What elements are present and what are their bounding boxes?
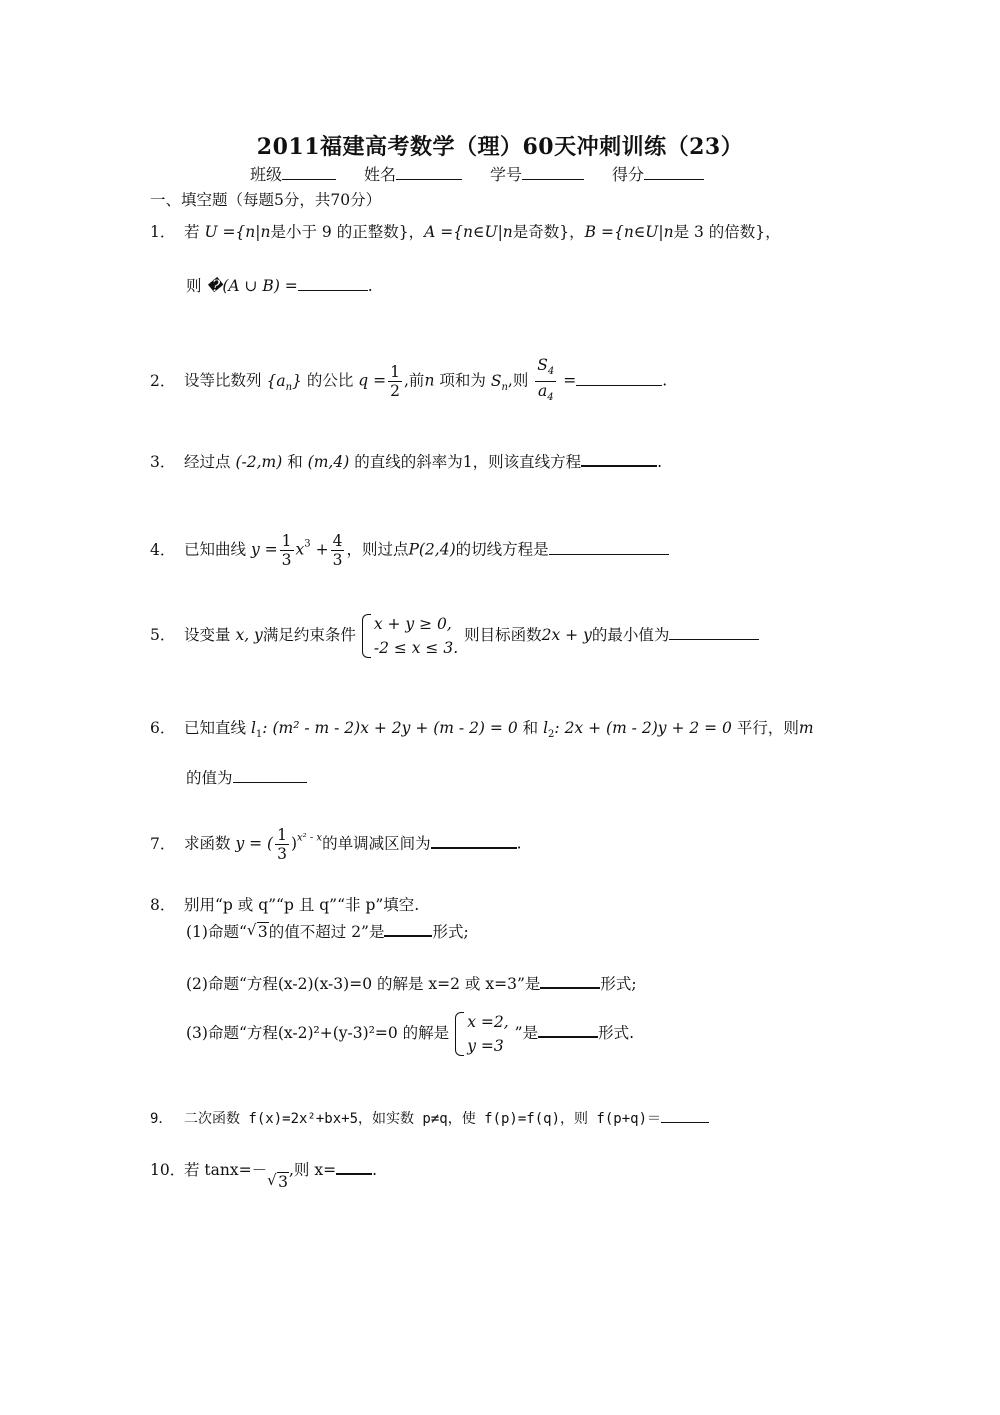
question-number: 5． (150, 626, 176, 644)
q1-text-4: 是奇数 (512, 223, 560, 241)
q10-sqrt (267, 1173, 289, 1191)
q8-solution-system (455, 1010, 508, 1058)
q8-part3-text: (3)命题“方程(x-2)²+(y-3)²=0 的解是 (186, 1024, 450, 1042)
q1-expression: �(A ∪ B) = (206, 277, 298, 295)
q5-variables: x, y (235, 626, 263, 644)
fraction-denominator: 3 (281, 551, 292, 569)
q2-seq-end: } (292, 371, 302, 390)
question-number: 8． (150, 896, 176, 914)
sqrt-icon: √ (267, 1171, 277, 1189)
q5-constraints (362, 612, 458, 660)
question-3 (150, 450, 662, 472)
student-info-row (250, 162, 704, 185)
q8-part2-text-2: 形式; (600, 975, 637, 993)
score-label: 得分 (612, 165, 645, 184)
fraction-denominator: 3 (277, 845, 287, 863)
score-field[interactable] (612, 162, 704, 185)
q6-line2-text: 的值为 (186, 769, 233, 787)
q1-line2-text: 则 (186, 277, 202, 295)
q3-text: 经过点 (184, 453, 231, 471)
q4-x-sup: 3 (304, 538, 311, 550)
q1-text-5: }， (559, 223, 585, 241)
answer-blank[interactable] (431, 833, 517, 849)
q6-text-2: 和 (522, 719, 539, 737)
q2-ratio-fraction (388, 363, 402, 400)
question-9 (150, 1108, 709, 1128)
q3-text-3: 的直线的斜率为1，则该直线方程 (354, 453, 582, 471)
q2-seq-sub: n (285, 381, 293, 393)
q6-text-3: 平行，则 (736, 719, 799, 737)
q2-n: n (424, 371, 435, 390)
question-number: 4． (150, 540, 176, 559)
question-number: 10． (150, 1161, 186, 1179)
question-1 (150, 220, 781, 242)
answer-blank[interactable] (233, 768, 307, 783)
q6-line-1: l (250, 719, 256, 737)
q2-text-3: ,前 (404, 371, 425, 390)
answer-blank[interactable] (384, 921, 432, 937)
sqrt-icon: √ (246, 921, 257, 939)
q1-end: . (367, 277, 373, 295)
q8-part3-text-3: 形式. (598, 1024, 635, 1042)
brace-icon (455, 1012, 464, 1056)
q3-point-1: (-2,m) (235, 453, 283, 471)
fraction-numerator: 1 (277, 826, 287, 844)
question-4 (150, 532, 669, 569)
q2-s: S (490, 371, 502, 390)
q5-text-2: 满足约束条件 (262, 626, 356, 644)
q2-rnum-sub: 4 (547, 366, 555, 377)
q7-y: y = ( (235, 834, 274, 853)
q10-text-2: ,则 x= (288, 1161, 337, 1179)
q1-text-6: 是 3 的倍数 (673, 223, 756, 241)
q8-part2-text: (2)命题“方程(x-2)(x-3)=0 的解是 x=2 或 x=3”是 (186, 975, 541, 993)
q3-point-2: (m,4) (307, 453, 350, 471)
page-title: 2011福建高考数学（理）60天冲刺训练（23） (256, 134, 744, 160)
q4-plus: + (315, 540, 329, 559)
q2-sum (490, 371, 508, 393)
question-8 (150, 893, 419, 915)
q1-text: 若 (184, 223, 200, 241)
answer-blank[interactable] (298, 276, 368, 291)
class-label: 班级 (250, 165, 283, 184)
question-number: 6． (150, 719, 176, 737)
score-blank[interactable] (644, 163, 704, 180)
answer-blank[interactable] (549, 540, 669, 555)
question-number: 7． (150, 834, 176, 853)
q10-sqrt-value: 3 (278, 1173, 288, 1191)
q2-ratio-s4-a4 (535, 356, 556, 407)
q1-set-b: B ={n∈U|n (584, 223, 674, 241)
q6-equation-1: : (m² - m - 2)x + 2y + (m - 2) = 0 (262, 719, 518, 737)
student-id-field[interactable] (490, 162, 584, 185)
answer-blank[interactable] (540, 973, 600, 989)
q2-rnum: S (537, 356, 548, 374)
brace-icon (362, 614, 371, 658)
q1-text-3: }， (398, 223, 425, 241)
answer-blank[interactable] (669, 625, 759, 640)
answer-blank[interactable] (581, 451, 657, 467)
fraction-denominator: 3 (332, 551, 343, 569)
student-id-blank[interactable] (522, 163, 584, 180)
q6-m: m (798, 719, 814, 737)
question-5 (150, 612, 759, 660)
question-number: 2． (150, 371, 176, 390)
question-8-part-2 (186, 972, 637, 994)
q1-set-u: U ={n|n (204, 223, 271, 241)
name-label: 姓名 (364, 165, 397, 184)
q2-rden-sub: 4 (547, 392, 554, 403)
q5-constraint-1: x + y ≥ 0, (373, 615, 452, 633)
q6-equation-2: : 2x + (m - 2)y + 2 = 0 (554, 719, 732, 737)
q2-eq: = (563, 371, 577, 390)
q5-text: 设变量 (184, 626, 231, 644)
name-blank[interactable] (396, 163, 462, 180)
name-field[interactable] (364, 162, 462, 185)
q4-point: P(2,4) (408, 540, 456, 559)
fraction-numerator: 4 (332, 532, 343, 550)
q2-s-sub: n (501, 381, 508, 393)
question-number: 1． (150, 223, 176, 241)
q4-fraction-2 (331, 532, 345, 569)
q4-fraction-1 (280, 532, 294, 569)
answer-blank[interactable] (576, 371, 662, 386)
q8-part1-text: (1)命题“ (186, 923, 247, 941)
fraction-denominator (535, 382, 556, 407)
q9-text: 二次函数 f(x)=2x²+bx+5，如实数 p≠q，使 f(p)=f(q)，则 f(p+q)＝ (184, 1111, 662, 1127)
q8-solution-x: x =2, (467, 1013, 509, 1031)
answer-blank[interactable] (538, 1022, 598, 1038)
class-field[interactable] (250, 162, 336, 185)
question-7 (150, 826, 522, 863)
q10-end: . (372, 1161, 378, 1179)
section-heading: 一、填空题（每题5分，共70分） (150, 191, 382, 209)
q2-text-2: 的公比 (306, 371, 354, 390)
q2-text-5: ,则 (507, 371, 529, 390)
student-id-label: 学号 (490, 165, 523, 184)
q4-text: 已知曲线 (184, 540, 247, 559)
fraction-denominator: 2 (390, 382, 400, 400)
q1-text-2: 是小于 9 的正整数 (270, 223, 399, 241)
q10-text: 若 tanx=－ (184, 1161, 268, 1179)
answer-blank[interactable] (336, 1159, 372, 1175)
q7-exponent: x² - x (297, 832, 323, 844)
question-1-line-2 (186, 274, 373, 296)
q6-line-2-sub: 2 (548, 729, 555, 740)
q7-text: 求函数 (184, 834, 231, 853)
q4-text-2: ，则过点 (346, 540, 409, 559)
q5-objective: 2x + y (541, 626, 592, 644)
q8-intro: 别用“p 或 q”“p 且 q”“非 p”填空. (184, 896, 420, 914)
q6-line-2: l (543, 719, 549, 737)
q4-y: y = (250, 540, 278, 559)
q7-end: . (516, 834, 522, 853)
q2-text-4: 项和为 (439, 371, 486, 390)
q7-text-2: 的单调减区间为 (322, 834, 431, 853)
q4-text-3: 的切线方程是 (455, 540, 549, 559)
fraction-numerator: 1 (281, 532, 292, 550)
q2-seq: {a (266, 371, 286, 390)
question-10 (150, 1158, 377, 1191)
q3-text-2: 和 (287, 453, 303, 471)
q8-part1-text-3: 形式; (432, 923, 469, 941)
question-2 (150, 356, 667, 407)
q1-set-a: A ={n∈U|n (424, 223, 513, 241)
fraction-numerator: 1 (390, 363, 400, 381)
question-number: 3． (150, 453, 176, 471)
q2-rden: a (537, 382, 548, 400)
question-number: 9． (150, 1111, 173, 1127)
q2-text: 设等比数列 (184, 371, 262, 390)
q2-ratio-label: q = (358, 371, 387, 390)
q5-text-4: 的最小值为 (591, 626, 670, 644)
q2-sequence (266, 371, 302, 393)
q3-end: . (657, 453, 663, 471)
q2-end: . (662, 371, 668, 390)
question-6-line-2 (186, 766, 307, 788)
question-8-part-3 (186, 1010, 634, 1058)
q8-sqrt (247, 923, 269, 941)
q5-text-3: 则目标函数 (464, 626, 542, 644)
answer-blank[interactable] (661, 1108, 709, 1123)
question-6 (150, 716, 814, 740)
fraction-numerator (535, 356, 556, 382)
q7-fraction (275, 826, 289, 863)
q8-sqrt-value: 3 (257, 923, 268, 941)
q5-constraint-2: -2 ≤ x ≤ 3. (373, 639, 459, 657)
q1-text-7: }， (755, 223, 781, 241)
question-8-part-1 (186, 920, 469, 942)
q7-close-paren: ) (290, 834, 298, 853)
class-blank[interactable] (282, 163, 336, 180)
q4-x: x (295, 540, 305, 559)
q8-solution-y: y =3 (467, 1037, 504, 1055)
q8-part3-text-2: ”是 (514, 1024, 539, 1042)
q6-line-1-sub: 1 (255, 729, 263, 740)
q6-text: 已知直线 (184, 719, 247, 737)
q8-part1-text-2: 的值不超过 2”是 (268, 923, 385, 941)
